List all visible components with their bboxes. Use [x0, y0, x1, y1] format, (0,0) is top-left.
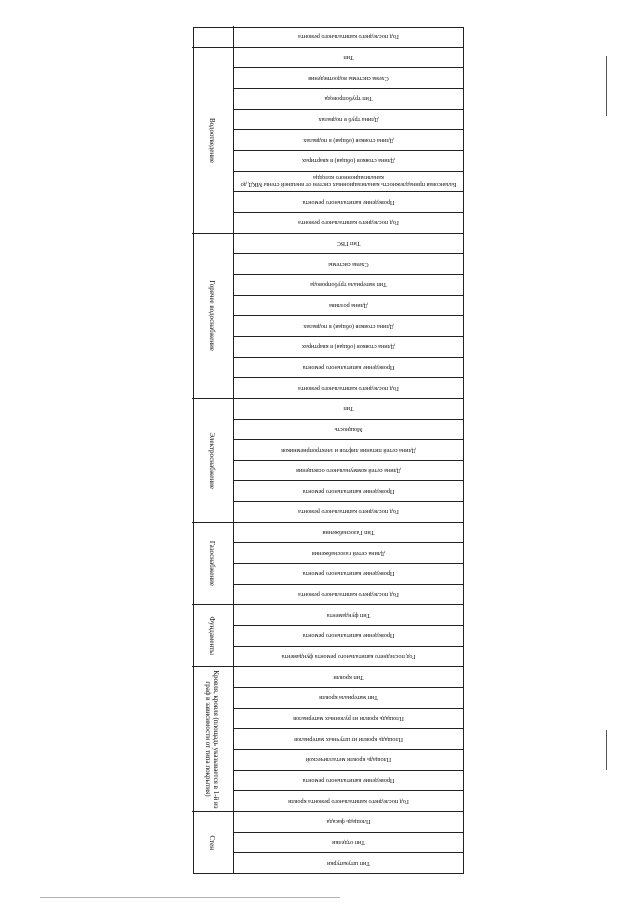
table-cell: Площадь кровли из штучных материалов [234, 728, 463, 749]
section-label: Электроснабжение [208, 432, 217, 489]
table-section [192, 666, 463, 811]
table-cell: Проведение капитального ремонта [234, 563, 463, 584]
table-cell: Тип штукатурки [234, 852, 463, 873]
table-section [192, 398, 463, 522]
section-cells [234, 48, 463, 233]
table-cell: Длина сетей питания лифтов и электроприемников [234, 439, 463, 460]
section-label-cell [192, 667, 234, 811]
table-cell: Тип трубопровода [234, 88, 463, 109]
table-cell: Схема системы водоотведения [234, 67, 463, 88]
table-cell: Тип кровли [333, 673, 364, 681]
table-cell: Площадь фасада [326, 818, 371, 826]
table-section [192, 604, 463, 666]
table-cell: Схема системы [234, 253, 463, 274]
data-table [193, 27, 464, 874]
table-cell: Тип отделки [234, 832, 463, 853]
table-cell: Тип фундамента [326, 611, 371, 619]
table-cell: Длина стояков (общая) в подвалах [234, 315, 463, 336]
table-cell: Проведение капитального ремонта [234, 481, 463, 502]
section-cells [234, 523, 463, 605]
section-cells [234, 26, 463, 47]
table-cell: Тип материала кровли [234, 687, 463, 708]
section-cells [234, 667, 463, 811]
table-cell: Мощность [234, 419, 463, 440]
table-cell: Площадь кровли металлической [234, 749, 463, 770]
table-cell: Тип [343, 54, 354, 62]
table-cell: Год последнего капитального ремонта [298, 32, 399, 40]
table-section [192, 233, 463, 398]
section-label-cell [192, 48, 234, 233]
section-label: Фундаменты [208, 616, 217, 656]
table-cell: Длина стояков (общая) в подвалах [234, 129, 463, 150]
table-section [192, 811, 463, 873]
table-section [192, 26, 463, 47]
table-cell: Площадь кровли из рулонных материалов [234, 708, 463, 729]
section-cells [234, 605, 463, 666]
table-cell: Год последнего капитального ремонта [234, 501, 463, 522]
section-cells [234, 234, 463, 398]
table-cell: Год последнего капитального ремонта кровли [234, 790, 463, 811]
section-label-cell [192, 605, 234, 666]
section-label-cell [192, 399, 234, 522]
table-section [192, 522, 463, 605]
table-section [192, 47, 463, 233]
scan-edge-mark [606, 730, 607, 770]
table-cell: Проведение капитального ремонта [234, 191, 463, 212]
scan-bottom-mark [40, 897, 340, 898]
table-cell: Длина сетей газоснабжения [234, 542, 463, 563]
table-cell: Год последнего капитального ремонта [234, 584, 463, 605]
table-cell: Тип Газоснабжения [322, 529, 375, 537]
table-cell: Длина труб в подвалах [234, 109, 463, 130]
section-cells [234, 812, 463, 873]
table-cell: Длина розлива [234, 295, 463, 316]
table-cell: Проведение капитального ремонта [234, 770, 463, 791]
section-label-cell [192, 812, 234, 873]
section-label: Газоснабжение [208, 541, 217, 587]
table-cell: Тип ГВС [336, 239, 361, 247]
section-label: Кровля, кровля (площадь указывается в 1-й из граф в зависимости от типа покрытия) [204, 670, 221, 809]
table-cell: Длина стояков (общая) в квартирах [234, 336, 463, 357]
table-cell: Год последнего капитального ремонта [234, 377, 463, 398]
table-cell: Год последнего капитального ремонта [234, 212, 463, 233]
section-label-cell [192, 26, 234, 47]
section-label: Стен [208, 835, 217, 850]
table-cell: Длина сетей коммунального освещения [234, 460, 463, 481]
table-cell: Год последнего капитального ремонта фундамента [234, 646, 463, 667]
section-label: Горячее водоснабжение [208, 280, 217, 352]
table-cell: Проведение капитального ремонта [234, 625, 463, 646]
table-cell: Тип материала трубопровода [234, 274, 463, 295]
table-cell: Балансовая принадлежность канализационных систем от внешней стены МКД до канализационного колодца [234, 171, 463, 192]
table-cell: Тип [343, 405, 354, 413]
table-cell: Длина стояков (общая) в квартирах [234, 150, 463, 171]
section-label: Водоотведение [208, 117, 217, 163]
section-label-cell [192, 523, 234, 605]
scan-edge-mark [606, 56, 607, 116]
section-cells [234, 399, 463, 522]
section-label-cell [192, 234, 234, 398]
table-cell: Проведение капитального ремонта [234, 357, 463, 378]
